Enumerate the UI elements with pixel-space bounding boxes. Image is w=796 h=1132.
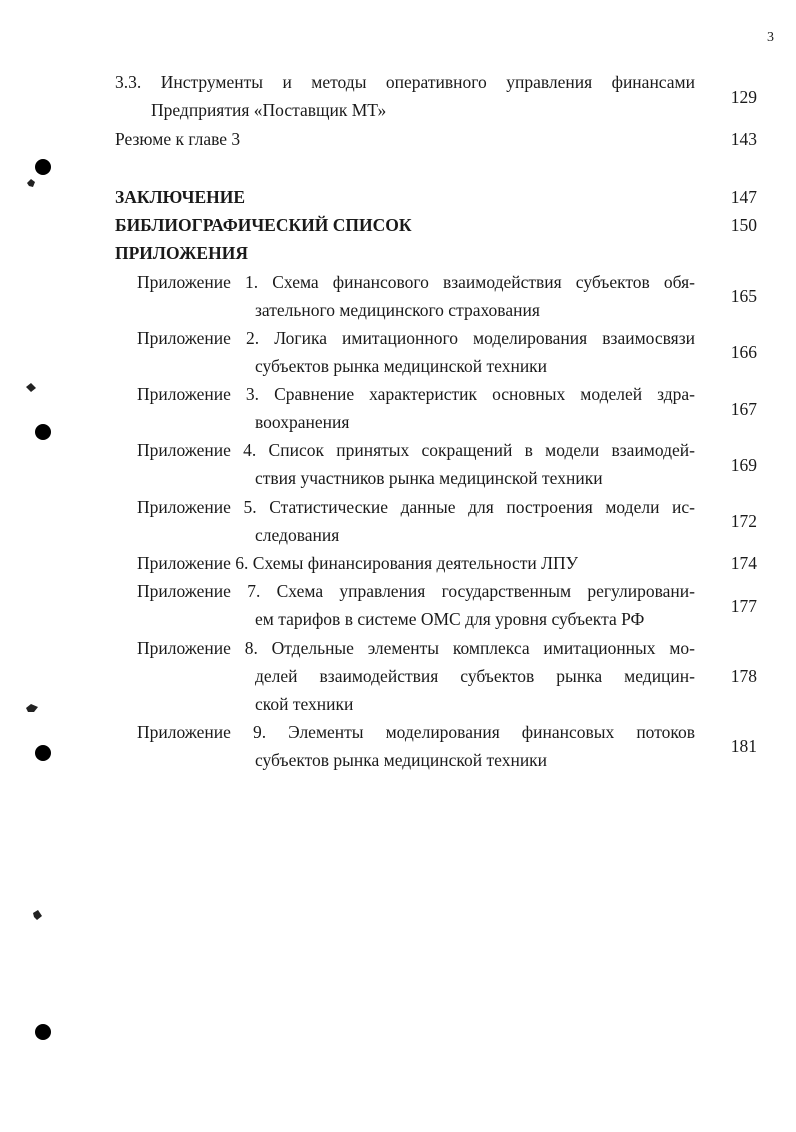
toc-entry-line: 3.3. Инструменты и методы оперативного управления финансами	[115, 72, 695, 92]
toc-page-number: 150	[730, 215, 757, 235]
toc-appendix-line: Приложение 3. Сравнение характеристик основных моделей здра-	[137, 384, 695, 404]
toc-appendix-line: субъектов рынка медицинской техники	[255, 356, 548, 376]
toc-appendix-line: ской техники	[255, 694, 354, 714]
toc-page-number: 169	[730, 455, 757, 475]
speck-mark	[24, 176, 38, 190]
toc-page-number: 172	[730, 511, 757, 531]
binder-hole	[35, 1024, 51, 1040]
toc-page-number: 166	[730, 342, 757, 362]
toc-appendix-line: ем тарифов в системе ОМС для уровня субъекта РФ	[255, 609, 645, 629]
toc-appendix-line: Приложение 4. Список принятых сокращений в модели взаимодей-	[137, 440, 695, 460]
page-number: 3	[767, 30, 774, 45]
toc-appendix-line: субъектов рынка медицинской техники	[255, 750, 548, 770]
binder-hole	[35, 745, 51, 761]
toc-page-number: 165	[730, 286, 757, 306]
binder-hole	[35, 424, 51, 440]
toc-appendix-line: Приложение 1. Схема финансового взаимодействия субъектов обя-	[137, 272, 695, 292]
toc-appendix-line: ствия участников рынка медицинской техники	[255, 468, 603, 488]
toc-page-number: 167	[730, 399, 757, 419]
toc-page-number: 147	[730, 187, 757, 207]
toc-appendix-line: Приложение 9. Элементы моделирования финансовых потоков	[137, 722, 695, 742]
binder-hole	[35, 159, 51, 175]
speck-mark	[24, 702, 40, 714]
toc-page-number: 177	[730, 596, 757, 616]
toc-section-title: ЗАКЛЮЧЕНИЕ	[115, 187, 246, 207]
toc-appendix-line: зательного медицинского страхования	[255, 300, 540, 320]
toc-section-title: ПРИЛОЖЕНИЯ	[115, 243, 248, 263]
toc-entry-line: Резюме к главе 3	[115, 129, 241, 149]
toc-page-number: 178	[730, 666, 757, 686]
speck-mark	[24, 381, 38, 395]
toc-appendix-line: следования	[255, 525, 340, 545]
toc-section-title: БИБЛИОГРАФИЧЕСКИЙ СПИСОК	[115, 215, 412, 235]
toc-appendix-line: Приложение 6. Схемы финансирования деятельности ЛПУ	[137, 553, 579, 573]
toc-appendix-line: Приложение 2. Логика имитационного моделирования взаимосвязи	[137, 328, 695, 348]
toc-appendix-line: Приложение 8. Отдельные элементы комплекса имитационных мо-	[137, 638, 695, 658]
toc-appendix-line: Приложение 7. Схема управления государственным регулировани-	[137, 581, 695, 601]
toc-appendix-line: воохранения	[255, 412, 350, 432]
toc-page-number: 174	[730, 553, 757, 573]
speck-mark	[30, 908, 44, 922]
toc-page-number: 181	[730, 736, 757, 756]
toc-page-number: 129	[730, 87, 757, 107]
toc-appendix-line: Приложение 5. Статистические данные для построения модели ис-	[137, 497, 695, 517]
toc-entry-line: Предприятия «Поставщик МТ»	[151, 100, 387, 120]
toc-page-number: 143	[730, 129, 757, 149]
toc-appendix-line: делей взаимодействия субъектов рынка медицин-	[255, 666, 695, 686]
